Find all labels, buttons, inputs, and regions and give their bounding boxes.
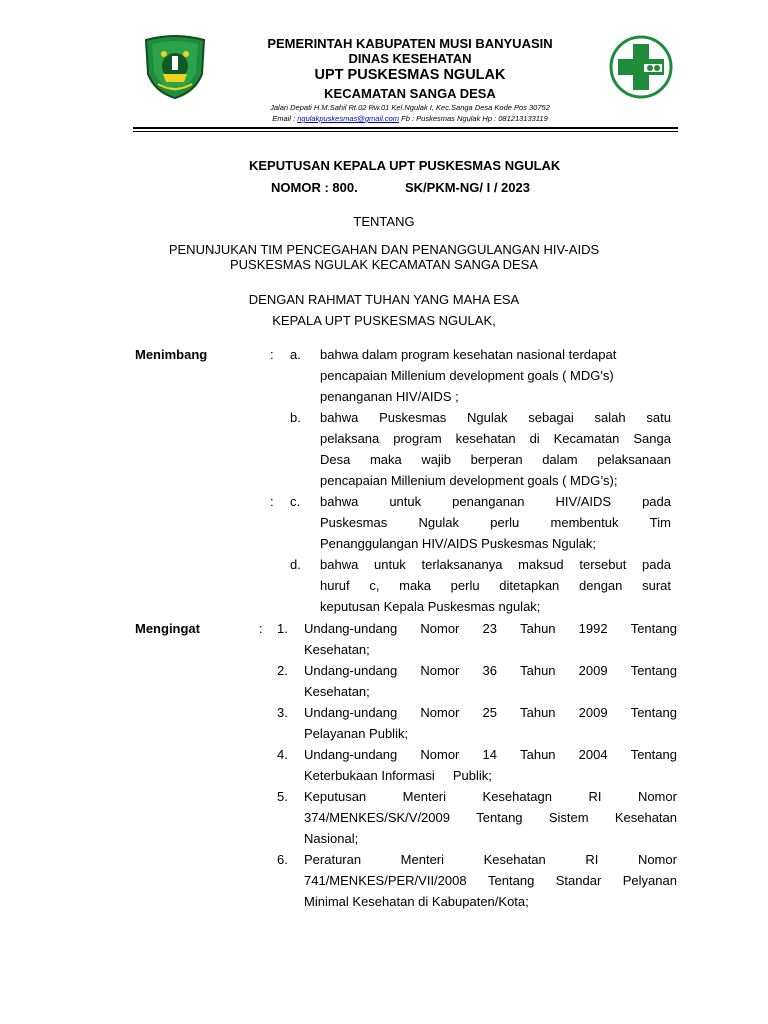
mengingat-marker-4: 4. [277,747,288,762]
mengingat-marker-5: 5. [277,789,288,804]
mengingat-6-line2: 741/MENKES/PER/VII/2008 Tentang Standar Pelyanan [304,873,677,888]
menimbang-a-line1: bahwa dalam program kesehatan nasional terdapat [320,347,617,362]
menimbang-d-line2: huruf c, maka perlu ditetapkan dengan surat [320,578,671,593]
mengingat-5-line2: 374/MENKES/SK/V/2009 Tentang Sistem Kesehatan [304,810,677,825]
mengingat-3-line1: Undang-undang Nomor 25 Tahun 2009 Tentang [304,705,677,720]
mengingat-6-line3: Minimal Kesehatan di Kabupaten/Kota; [304,894,529,909]
mengingat-label: Mengingat [135,621,200,636]
mengingat-marker-1: 1. [277,621,288,636]
decree-number-label: NOMOR : 800. [271,180,358,195]
menimbang-label: Menimbang [135,347,208,362]
header-contact [200,114,620,123]
decree-blessing: DENGAN RAHMAT TUHAN YANG MAHA ESA [248,292,520,307]
mengingat-colon: : [259,621,263,636]
mengingat-3-line2: Pelayanan Publik; [304,726,409,741]
menimbang-a-line2: pencapaian Millenium development goals ( MDG's) [320,368,614,383]
mengingat-6-line1: Peraturan Menteri Kesehatan RI Nomor [304,852,677,867]
contact-rest: Fb : Puskesmas Ngulak Hp : 081213133119 [399,114,548,123]
menimbang-b-line3: Desa maka wajib berperan dalam pelaksanaan [320,452,671,467]
decree-number-value: SK/PKM-NG/ I / 2023 [405,180,530,195]
header-department: DINAS KESEHATAN [348,51,472,66]
mengingat-1-line2: Kesehatan; [304,642,370,657]
decree-title: KEPUTUSAN KEPALA UPT PUSKESMAS NGULAK [249,158,561,173]
mengingat-2-line1: Undang-undang Nomor 36 Tahun 2009 Tentang [304,663,677,678]
menimbang-c-line3: Penanggulangan HIV/AIDS Puskesmas Ngulak; [320,536,597,551]
header-rule-thin [133,131,678,132]
mengingat-5-line1: Keputusan Menteri Kesehatagn RI Nomor [304,789,677,804]
menimbang-colon: : [270,347,274,362]
menimbang-c-line2: Puskesmas Ngulak perlu membentuk Tim [320,515,671,530]
menimbang-c-line1: bahwa untuk penanganan HIV/AIDS pada [320,494,671,509]
menimbang-marker-b: b. [290,410,301,425]
puskesmas-cross-logo-icon [608,34,674,100]
email-link[interactable]: ngulakpuskesmas@gmail.com [297,114,400,123]
menimbang-d-line1: bahwa untuk terlaksananya maksud tersebut pada [320,557,671,572]
header-government: PEMERINTAH KABUPATEN MUSI BANYUASIN [267,36,553,51]
decree-subject-line2: PUSKESMAS NGULAK KECAMATAN SANGA DESA [230,257,538,272]
header-organization: UPT PUSKESMAS NGULAK [314,67,506,83]
menimbang-marker-d: d. [290,557,301,572]
mengingat-2-line2: Kesehatan; [304,684,370,699]
regency-emblem-icon [140,34,210,100]
menimbang-b-line4: pencapaian Millenium development goals ( MDG’s); [320,473,618,488]
mengingat-marker-6: 6. [277,852,288,867]
mengingat-4-line1: Undang-undang Nomor 14 Tahun 2004 Tentang [304,747,677,762]
menimbang-d-line3: keputusan Kepala Puskesmas ngulak; [320,599,541,614]
menimbang-marker-c: c. [290,494,301,509]
menimbang-b-line1: bahwa Puskesmas Ngulak sebagai salah satu [320,410,671,425]
menimbang-colon-c: : [270,494,274,509]
menimbang-marker-a: a. [290,347,301,362]
header-address: Jalan Depati H.M.Sahil Rt.02 Rw.01 Kel.Ngulak I, Kec.Sanga Desa Kode Pos 30752 [270,103,550,112]
mengingat-5-line3: Nasional; [304,831,359,846]
decree-subject-line1: PENUNJUKAN TIM PENCEGAHAN DAN PENANGGULANGAN HIV-AIDS [168,242,600,257]
menimbang-a-line3: penanganan HIV/AIDS ; [320,389,459,404]
header-rule-thick [133,127,678,129]
decree-tentang: TENTANG [353,214,415,229]
mengingat-marker-2: 2. [277,663,288,678]
mengingat-4-line2: Keterbukaan Informasi Publik; [304,768,492,783]
mengingat-marker-3: 3. [277,705,288,720]
decree-authority: KEPALA UPT PUSKESMAS NGULAK, [272,313,496,328]
menimbang-b-line2: pelaksana program kesehatan di Kecamatan Sanga [320,431,671,446]
mengingat-1-line1: Undang-undang Nomor 23 Tahun 1992 Tentang [304,621,677,636]
email-label: Email : [272,114,298,123]
header-district: KECAMATAN SANGA DESA [324,86,496,101]
